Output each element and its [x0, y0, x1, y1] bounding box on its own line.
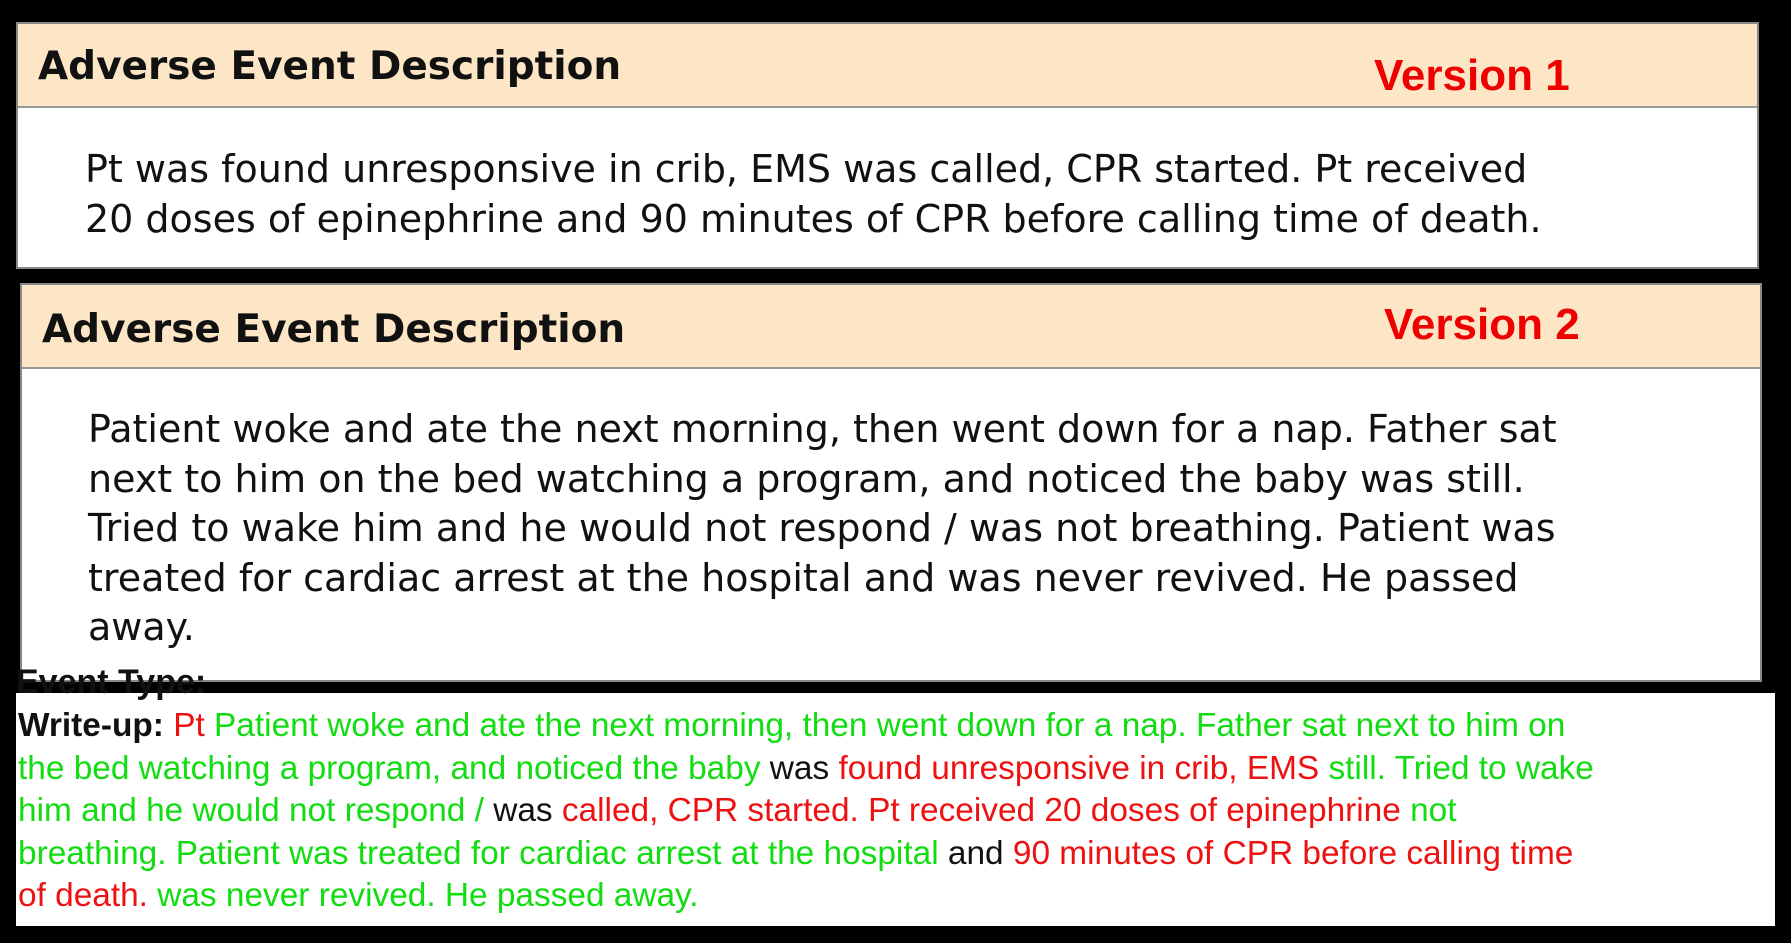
diff-segment-inserted: was never revived. He passed away. [147, 877, 699, 915]
diff-segment-deleted: called, CPR started. Pt received 20 doses of epinephrine [561, 792, 1401, 830]
diff-line [18, 833, 1773, 876]
description-line: Patient woke and ate the next morning, then went down for a nap. Father sat [88, 407, 1557, 451]
version-label: Version 2 [1384, 300, 1580, 349]
diff-segment-inserted: the bed watching a program, and noticed the baby [18, 749, 761, 787]
panel-title: Adverse Event Description [42, 307, 626, 352]
version-2-panel [20, 283, 1762, 682]
diff-line [18, 748, 1773, 791]
diff-segment-inserted: still. Tried to wake [1319, 749, 1594, 787]
diff-writeup-panel [16, 663, 1775, 926]
panel-title: Adverse Event Description [38, 44, 622, 89]
diff-segment-inserted: him and he would not respond / [18, 792, 484, 830]
diff-segment-inserted: Patient woke and ate the next morning, then went down for a nap. Father sat next to him on [204, 707, 1566, 744]
writeup-label: Write-up: [18, 707, 164, 744]
diff-segment-unchanged: was [760, 749, 839, 787]
diff-segment-unchanged: and [938, 834, 1013, 872]
diff-segment-deleted: Pt [173, 707, 205, 744]
event-description-text [22, 369, 1738, 653]
version-1-panel [16, 22, 1759, 269]
description-line: treated for cardiac arrest at the hospital and was never revived. He passed [88, 555, 1519, 600]
diff-segment-deleted: found unresponsive in crib, EMS [838, 749, 1320, 787]
diff-segment-unchanged: was [483, 792, 562, 830]
panel-header [18, 24, 1757, 108]
description-line: 20 doses of epinephrine and 90 minutes of CPR before calling time of death. [85, 196, 1542, 241]
version-label: Version 1 [1374, 51, 1570, 100]
diff-segment-deleted: of death. [18, 877, 148, 915]
diff-text [18, 705, 1773, 918]
event-description-text [18, 108, 1675, 244]
diff-line [18, 875, 1773, 918]
diff-segment-inserted: not [1400, 792, 1457, 830]
diff-line [18, 705, 1773, 748]
diff-segment-unchanged [164, 707, 173, 744]
diff-segment-inserted: breathing. Patient was treated for cardiac arrest at the hospital [18, 834, 939, 872]
description-line: away. [88, 605, 195, 649]
diff-segment-deleted: 90 minutes of CPR before calling time [1012, 834, 1574, 872]
panel-header [22, 285, 1760, 369]
description-line: next to him on the bed watching a program, and noticed the baby was still. [88, 456, 1525, 501]
description-line: Tried to wake him and he would not respond / was not breathing. Patient was [88, 506, 1556, 550]
diff-line [18, 790, 1773, 833]
cut-off-heading: Event Type: [16, 663, 207, 701]
description-line: Pt was found unresponsive in crib, EMS was called, CPR started. Pt received [85, 147, 1528, 191]
